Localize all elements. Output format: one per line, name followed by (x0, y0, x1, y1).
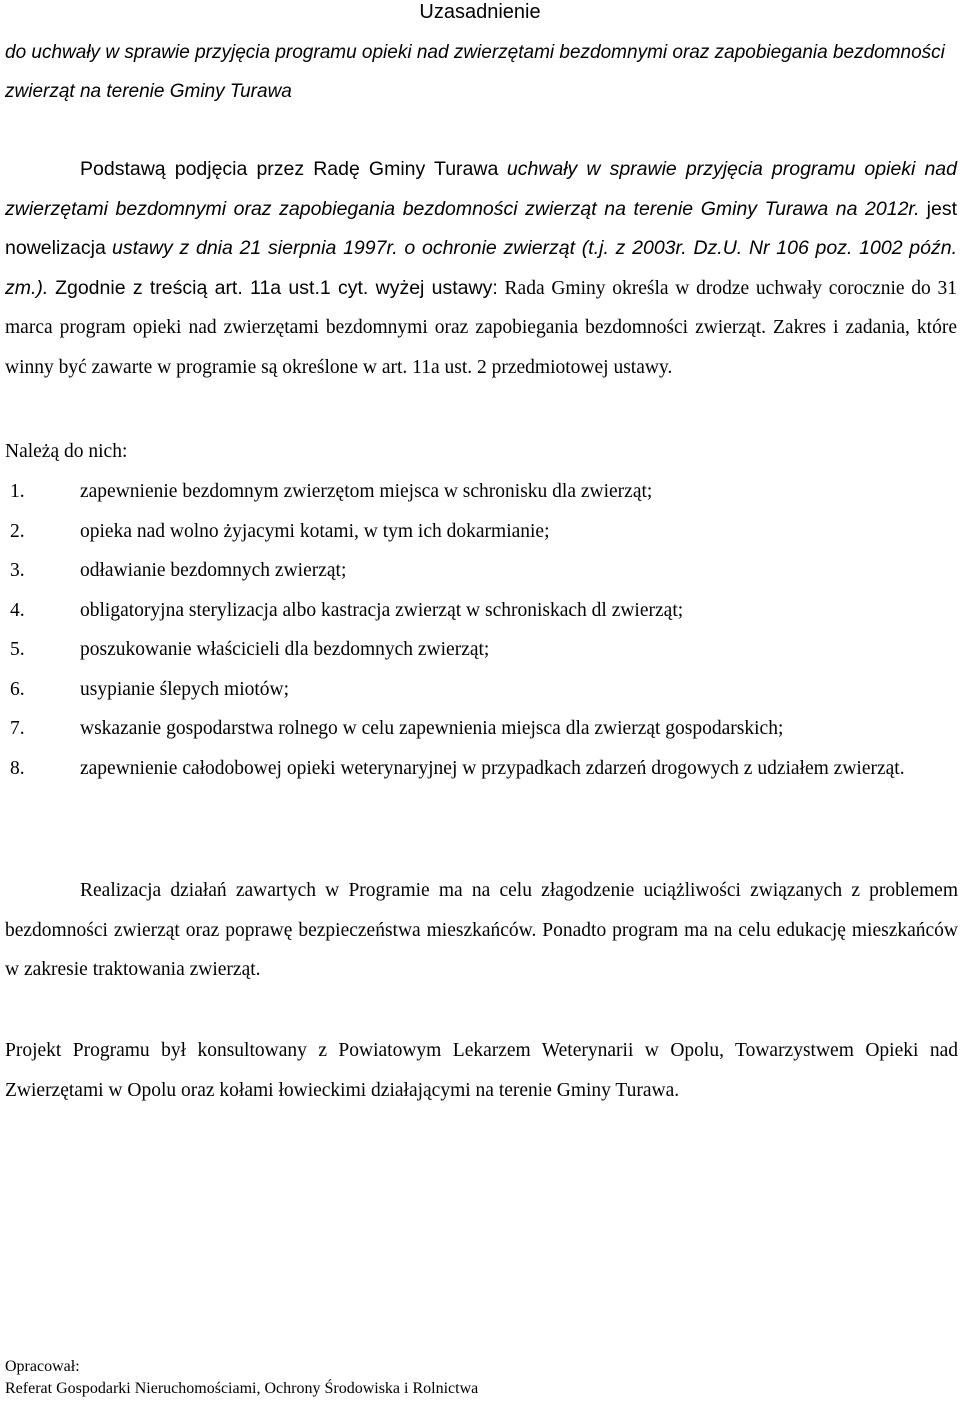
list-item (5, 512, 958, 552)
list-item-number: 4. (10, 599, 25, 621)
list-item-number: 2. (10, 520, 25, 542)
list-item-text: odławianie bezdomnych zwierząt; (80, 560, 347, 581)
list-item (5, 670, 958, 710)
list-item (5, 551, 958, 591)
intro-paragraph (5, 150, 957, 387)
consultation-paragraph: Projekt Programu był konsultowany z Powiatowym Lekarzem Weterynarii w Opolu, Towarzystwem Opieki nad Zwierzętami w Opolu oraz kołami łowieckimi działającymi na terenie Gminy Turawa. (5, 1040, 958, 1101)
intro-part-6: Rada Gminy określa w drodze uchwały corocznie do 31 marca program opieki nad zwierzętami bezdomnymi oraz zapobiegania bezdomności zwierząt. Zakres i zadania, które winny być zawarte w programie są określone w art. 11a ust. 2 przedmiotowej ustawy. (5, 277, 958, 378)
intro-part-1: Podstawą podjęcia przez Radę Gminy Turawa (80, 158, 499, 180)
program-goals-paragraph: Realizacja działań zawartych w Programie ma na celu złagodzenie uciążliwości związanych z problemem bezdomności zwierząt oraz poprawę bezpieczeństwa mieszkańców. Ponadto program ma na celu edukację mieszkańców w zakresie traktowania zwierząt. (5, 880, 958, 980)
document-heading: Uzasadnienie (419, 1, 541, 23)
list-item-text: wskazanie gospodarstwa rolnego w celu zapewnienia miejsca dla zwierząt gospodarskich; (80, 718, 784, 739)
list-item (5, 749, 958, 789)
list-item-number: 5. (10, 639, 25, 660)
tasks-list (5, 472, 958, 788)
list-item (5, 630, 958, 670)
list-item (5, 591, 958, 631)
list-item (5, 472, 958, 512)
list-item-number: 8. (10, 757, 25, 779)
list-item-text: opieka nad wolno żyjacymi kotami, w tym ich dokarmianie; (80, 520, 550, 542)
list-item-text: obligatoryjna sterylizacja albo kastracja zwierząt w schroniskach dl zwierząt; (80, 599, 684, 621)
list-item-text: usypianie ślepych miotów; (80, 678, 290, 700)
list-item-number: 1. (10, 481, 25, 502)
list-item-text: poszukowanie właścicieli dla bezdomnych zwierząt; (80, 639, 490, 660)
list-item (5, 709, 958, 749)
list-label: Należą do nich: (5, 441, 128, 462)
list-item-number: 3. (10, 560, 25, 581)
intro-part-5: Zgodnie z treścią art. 11a ust.1 cyt. wyżej ustawy: (55, 276, 498, 299)
intro-part-4: ustawy z dnia 21 sierpnia 1997r. o ochronie zwierząt (t.j. z 2003r. Dz.U. Nr 106 poz. 1002 późn. zm.). (5, 237, 957, 299)
intro-part-2: uchwały w sprawie przyjęcia programu opieki nad zwierzętami bezdomnymi oraz zapobiegania bezdomności zwierząt na terenie Gminy Turawa na 2012r. (5, 158, 957, 220)
list-item-number: 7. (10, 718, 25, 739)
prepared-by-label: Opracował: (5, 1358, 80, 1375)
list-item-text: zapewnienie całodobowej opieki weterynaryjnej w przypadkach zdarzeń drogowych z udziałem zwierząt. (80, 757, 905, 779)
list-item-number: 6. (10, 678, 25, 700)
intro-part-3: jest nowelizacja (5, 197, 957, 259)
list-item-text: zapewnienie bezdomnym zwierzętom miejsca w schronisku dla zwierząt; (80, 481, 653, 502)
document-subtitle: do uchwały w sprawie przyjęcia programu opieki nad zwierzętami bezdomnymi oraz zapobiegania bezdomności zwierząt na terenie Gminy Turawa (5, 42, 945, 102)
document-footer (5, 1356, 478, 1400)
prepared-by-author: Referat Gospodarki Nieruchomościami, Ochrony Środowiska i Rolnictwa (5, 1380, 479, 1397)
